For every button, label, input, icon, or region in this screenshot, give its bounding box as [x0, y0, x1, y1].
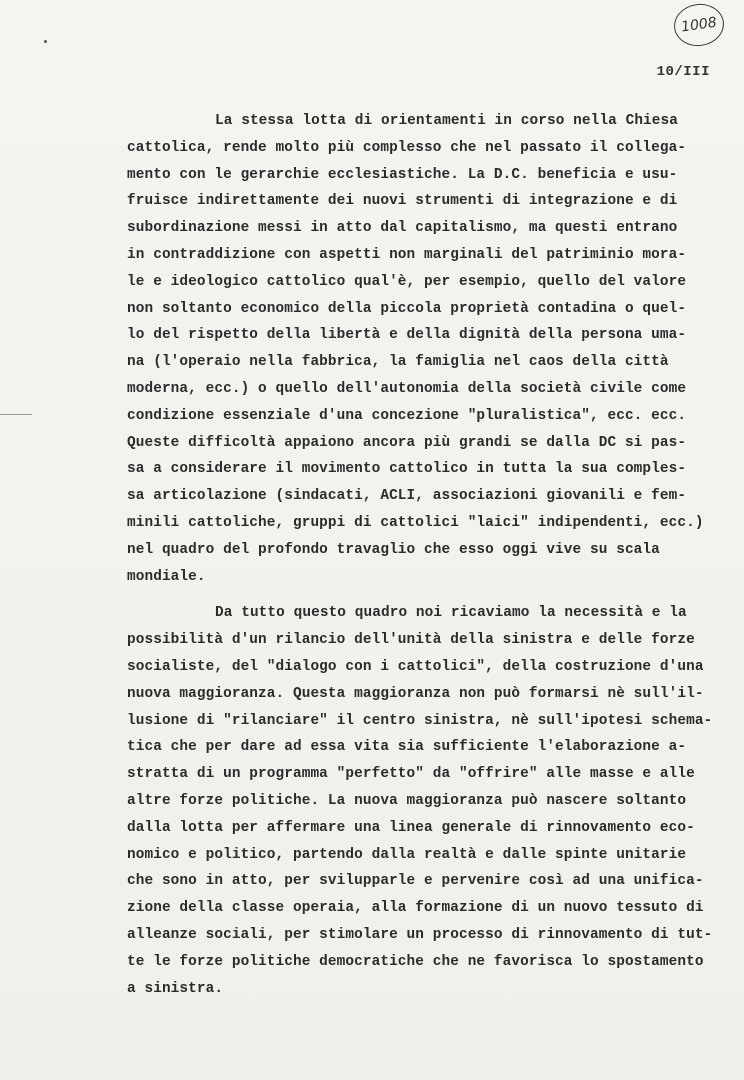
text-line: in contraddizione con aspetti non marginali del patriminio mora- [127, 246, 687, 263]
text-line: fruisce indirettamente dei nuovi strumenti di integrazione e di [127, 193, 678, 210]
text-line: non soltanto economico della piccola proprietà contadina o quel- [127, 300, 687, 317]
text-line: lo del rispetto della libertà e della dignità della persona uma- [127, 327, 687, 344]
text-line: nomico e politico, partendo dalla realtà e dalle spinte unitarie [127, 846, 687, 863]
text-line: La stessa lotta di orientamenti in corso nella Chiesa [215, 113, 678, 129]
text-line: socialiste, del "dialogo con i cattolici", della costruzione d'una [127, 658, 704, 675]
ink-dot [44, 40, 47, 43]
text-line: zione della classe operaia, alla formazione di un nuovo tessuto di [127, 900, 704, 917]
text-line: alleanze sociali, per stimolare un processo di rinnovamento di tut- [127, 926, 713, 943]
text-line: tica che per dare ad essa vita sia sufficiente l'elaborazione a- [127, 739, 687, 756]
text-line: Queste difficoltà appaiono ancora più grandi se dalla DC si pas- [127, 434, 687, 451]
text-line: possibilità d'un rilancio dell'unità della sinistra e delle forze [127, 632, 695, 649]
text-line: condizione essenziale d'una concezione "pluralistica", ecc. ecc. [127, 407, 687, 424]
text-line: stratta di un programma "perfetto" da "offrire" alle masse e alle [127, 766, 695, 783]
text-line: subordinazione messi in atto dal capitalismo, ma questi entrano [127, 220, 678, 237]
text-line: lusione di "rilanciare" il centro sinistra, nè sull'ipotesi schema- [127, 712, 713, 729]
text-line: na (l'operaio nella fabbrica, la famiglia nel caos della città [127, 354, 669, 371]
paragraph-gap [127, 590, 727, 600]
text-line: a sinistra. [127, 980, 224, 997]
text-line: che sono in atto, per svilupparle e pervenire così ad una unifica- [127, 873, 704, 890]
text-line: altre forze politiche. La nuova maggioranza può nascere soltanto [127, 792, 687, 809]
text-line: cattolica, rende molto più complesso che nel passato il collega- [127, 139, 687, 156]
text-line: le e ideologico cattolico qual'è, per esempio, quello del valore [127, 273, 687, 290]
margin-mark [0, 414, 32, 415]
text-line: moderna, ecc.) o quello dell'autonomia della società civile come [127, 380, 687, 397]
stamp-number: 1008 [680, 14, 718, 36]
paragraph-1 [127, 108, 727, 590]
text-line: mondiale. [127, 568, 206, 585]
text-line: sa a considerare il movimento cattolico in tutta la sua comples- [127, 461, 687, 478]
text-line: nuova maggioranza. Questa maggioranza non può formarsi nè sull'il- [127, 685, 704, 702]
body-text [127, 108, 727, 1002]
archive-stamp [671, 1, 726, 50]
text-line: dalla lotta per affermare una linea generale di rinnovamento eco- [127, 819, 695, 836]
text-line: nel quadro del profondo travaglio che esso oggi vive su scala [127, 541, 660, 558]
text-line: mento con le gerarchie ecclesiastiche. La D.C. beneficia e usu- [127, 166, 678, 183]
paragraph-2 [127, 600, 727, 1002]
text-line: Da tutto questo quadro noi ricaviamo la necessità e la [215, 605, 687, 622]
text-line: minili cattoliche, gruppi di cattolici "laici" indipendenti, ecc.) [127, 514, 704, 531]
page-number: 10/III [656, 64, 710, 80]
text-line: sa articolazione (sindacati, ACLI, associazioni giovanili e fem- [127, 488, 687, 505]
text-line: te le forze politiche democratiche che ne favorisca lo spostamento [127, 953, 704, 970]
